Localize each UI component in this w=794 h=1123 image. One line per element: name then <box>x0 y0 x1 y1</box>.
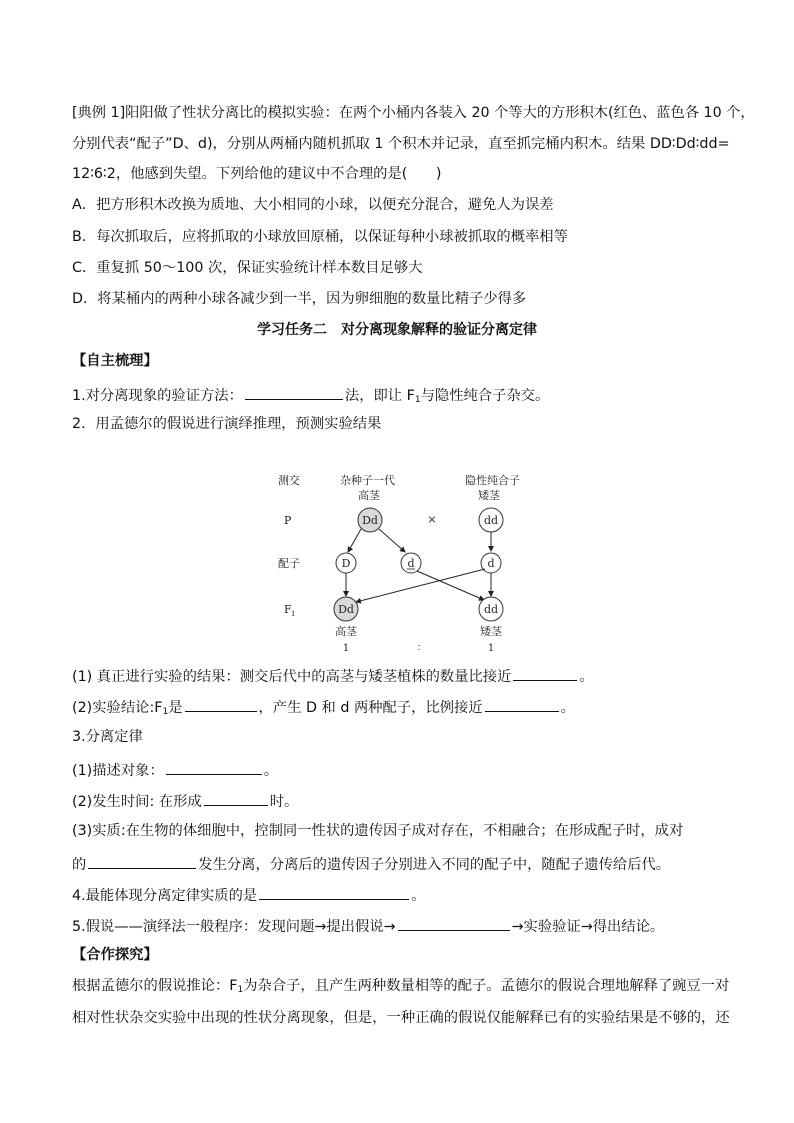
answer-blank-time[interactable] <box>204 789 268 806</box>
gamete-d1-label: d <box>407 557 415 570</box>
law-3: (3)实质:在生物的体细胞中，控制同一性状的遗传因子成对存在，不相融合；在形成配子时，成对 <box>72 823 684 839</box>
task-title: 学习任务二 对分离现象解释的验证分离定律 <box>257 322 537 338</box>
law-1-end: 。 <box>263 763 279 779</box>
arrow-p-to-d <box>379 529 405 552</box>
law-1 <box>72 758 278 781</box>
cross-symbol: × <box>427 513 437 526</box>
item-2: 2．用孟德尔的假说进行演绎推理，预测实验结果 <box>72 416 382 432</box>
label-p: P <box>284 514 292 527</box>
law-1-text: (1)描述对象： <box>72 763 164 779</box>
result-2-subscript: 1 <box>162 707 169 717</box>
example-line-1: [典例 1]阳阳做了性状分离比的模拟实验：在两个小桶内各装入 20 个等大的方形积木(红色、蓝色各 10 个， <box>72 105 755 121</box>
hybrid-trait: 高茎 <box>358 489 380 502</box>
parent-hybrid-label: Dd <box>362 514 378 527</box>
answer-blank-method[interactable] <box>245 383 343 400</box>
offspring-1-label: Dd <box>338 603 354 616</box>
option-b: B．每次抓取后，应将抓取的小球放回原桶，以保证每种小球被抓取的概率相等 <box>72 229 568 245</box>
ratio-right: 1 <box>487 643 495 654</box>
recessive-title: 隐性纯合子 <box>465 474 520 487</box>
coop-p1-subscript: 1 <box>237 985 244 995</box>
answer-blank-best-reflect[interactable] <box>259 883 409 900</box>
answer-blank-ratio[interactable] <box>513 664 577 681</box>
arrow-p-to-D <box>348 529 361 552</box>
law-3b-text-a: 的 <box>72 857 87 873</box>
label-gamete: 配子 <box>278 557 300 570</box>
result-2-text-b: 是 <box>168 700 183 716</box>
ratio-left: 1 <box>342 643 350 654</box>
parent-recessive-label: dd <box>483 514 499 527</box>
recessive-trait: 矮茎 <box>478 489 500 502</box>
item-5 <box>72 914 664 937</box>
answer-blank-gamete-ratio[interactable] <box>485 695 559 712</box>
option-a: A．把方形积木改换为质地、大小相同的小球，以便充分混合，避免人为误差 <box>72 197 554 213</box>
result-2-text-c: ，产生 D 和 d 两种配子，比例接近 <box>258 700 483 716</box>
testcross-diagram <box>260 468 550 658</box>
self-study-header: 【自主梳理】 <box>72 353 158 369</box>
example-line-3: 12∶6∶2，他感到失望。下列给他的建议中不合理的是( ) <box>72 166 442 182</box>
ratio-colon: ∶ <box>417 643 421 654</box>
hybrid-title: 杂种子一代 <box>340 474 395 487</box>
offspring-2-label: dd <box>483 603 499 616</box>
offspring-2-trait: 矮茎 <box>480 625 502 638</box>
item-1-text-c: 与隐性纯合子杂交。 <box>420 388 550 404</box>
item-1 <box>72 383 549 410</box>
law-2 <box>72 789 298 812</box>
arrow-d2-to-f1 <box>356 569 485 602</box>
item-5-text-b: →实验验证→得出结论。 <box>511 919 665 935</box>
label-f1: F <box>284 603 292 616</box>
label-f1-subscript: 1 <box>291 610 296 618</box>
item-4 <box>72 883 426 906</box>
result-2 <box>72 695 575 722</box>
answer-blank-essence[interactable] <box>88 852 196 869</box>
label-testcross: 测交 <box>278 474 300 487</box>
coop-paragraph-line-2: 相对性状杂交实验中出现的性状分离现象，但是，一种正确的假说仅能解释已有的实验结果是不够的，还 <box>72 1010 730 1026</box>
result-2-text-a: (2)实验结论:F <box>72 700 163 716</box>
option-c: C．重复抓 50～100 次，保证实验统计样本数目足够大 <box>72 260 423 276</box>
law-3b-text-b: 发生分离，分离后的遗传因子分别进入不同的配子中，随配子遗传给后代。 <box>198 857 671 873</box>
gamete-d2-label: d <box>487 557 495 570</box>
law-2-end: 时。 <box>269 794 299 810</box>
item-4-end: 。 <box>411 888 426 904</box>
coop-p1-text-b: 为杂合子，且产生两种数量相等的配子。孟德尔的假说合理地解释了豌豆一对 <box>243 978 730 994</box>
result-2-end: 。 <box>560 700 575 716</box>
item-1-subscript: 1 <box>414 395 421 405</box>
item-1-text-b: 法，即让 F <box>344 388 415 404</box>
offspring-1-trait: 高茎 <box>335 625 357 638</box>
law-title: 3.分离定律 <box>72 729 143 745</box>
option-d: D．将某桶内的两种小球各减少到一半，因为卵细胞的数量比精子少得多 <box>72 291 527 307</box>
item-5-text-a: 5.假说——演绎法一般程序：发现问题→提出假说→ <box>72 919 396 935</box>
coop-header: 【合作探究】 <box>72 947 158 963</box>
result-1-text: (1) 真正进行实验的结果：测交后代中的高茎与矮茎植株的数量比接近 <box>72 669 512 685</box>
gamete-D-label: D <box>341 557 351 570</box>
answer-blank-procedure[interactable] <box>398 914 510 931</box>
law-2-text: (2)发生时间: 在形成 <box>72 794 202 810</box>
law-3-continued <box>72 852 670 875</box>
result-1-end: 。 <box>579 669 594 685</box>
arrow-d1-to-f1 <box>417 571 484 600</box>
example-line-2: 分别代表“配子”D、d)，分别从两桶内随机抓取 1 个积木并记录，直至抓完桶内积木。结果 DD∶Dd∶dd= <box>72 136 730 152</box>
coop-paragraph-line-1 <box>72 976 729 1000</box>
coop-p1-text-a: 根据孟德尔的假说推论：F <box>72 978 238 994</box>
item-1-text-a: 1.对分离现象的验证方法： <box>72 388 243 404</box>
answer-blank-conclusion[interactable] <box>185 695 257 712</box>
answer-blank-object[interactable] <box>166 758 262 775</box>
result-1 <box>72 664 594 687</box>
item-4-text: 4.最能体现分离定律实质的是 <box>72 888 258 904</box>
